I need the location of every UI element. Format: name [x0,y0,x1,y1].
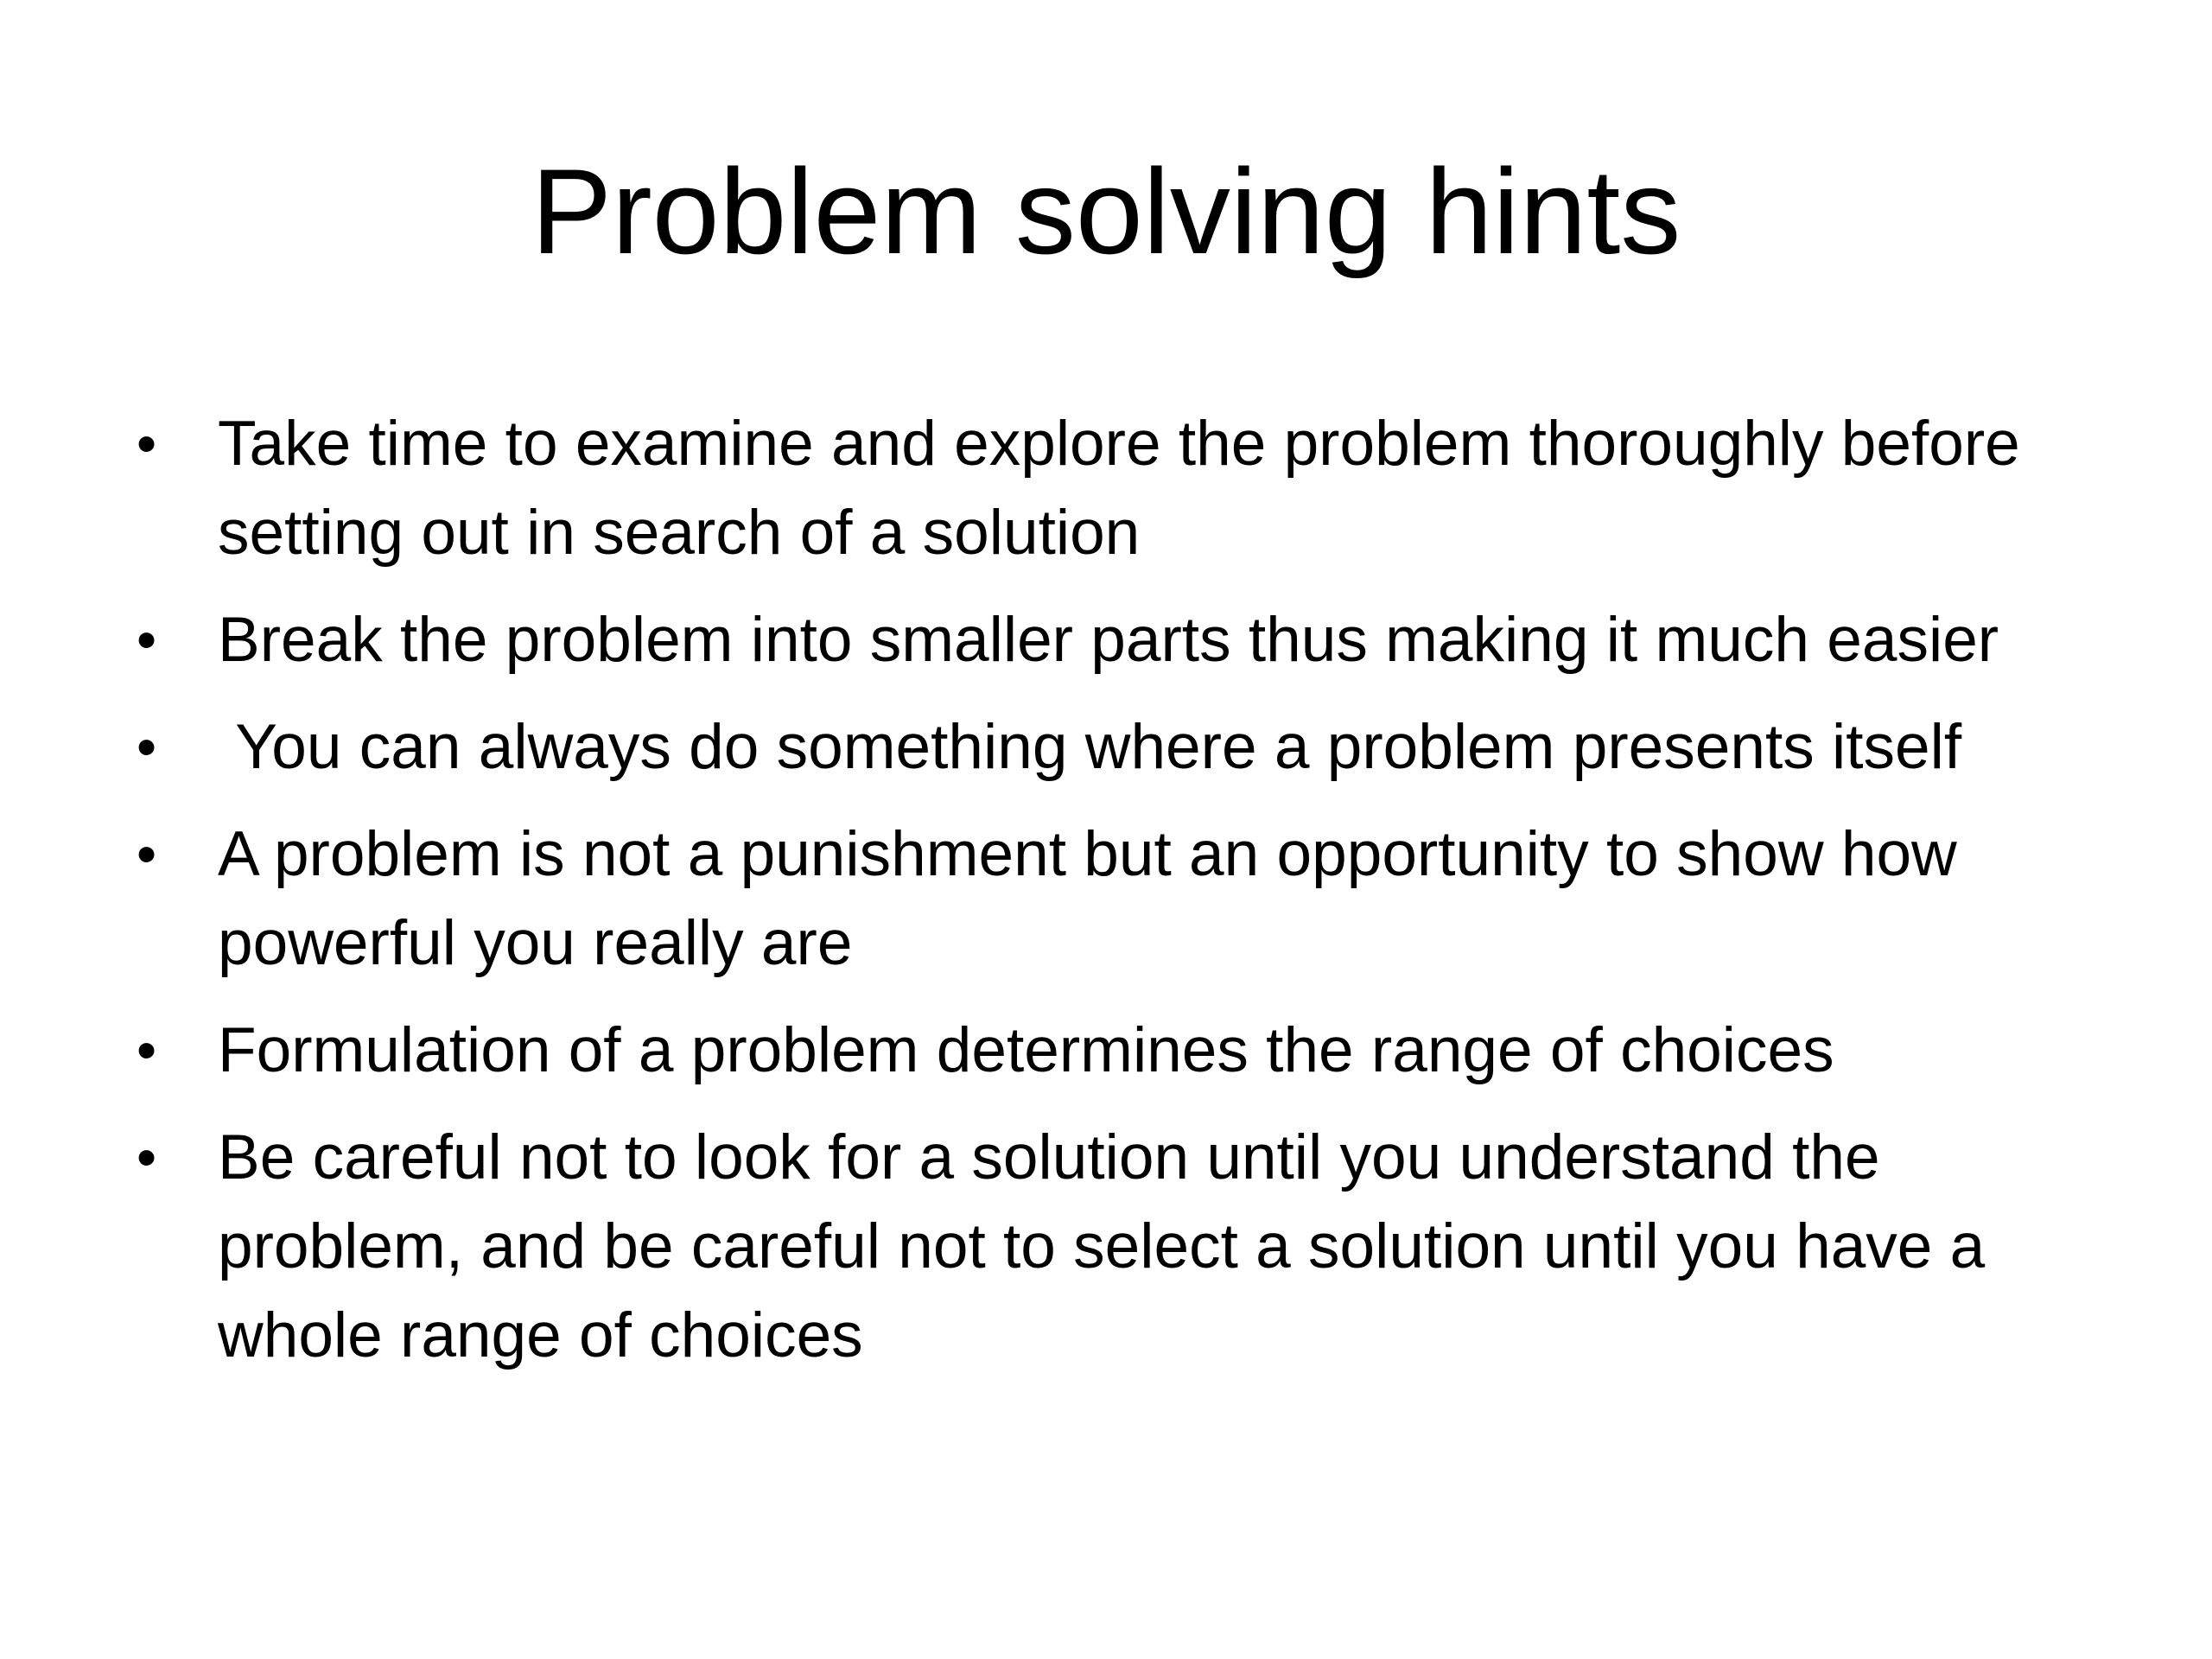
slide-title: Problem solving hints [531,143,1681,279]
bullet-dot-icon: • [137,1018,157,1082]
bullet-item [130,595,2100,684]
bullet-item [130,1113,2100,1380]
bullet-text: Break the problem into smaller parts thus making it much easier [218,605,1999,675]
bullet-item [130,702,2100,791]
bullet-dot-icon: • [137,607,157,671]
bullet-dot-icon: • [137,1125,157,1189]
bullet-dot-icon: • [137,411,157,475]
bullet-dot-icon: • [137,822,157,886]
bullet-text: Be careful not to look for a solution until you understand the problem, and be careful not to select a solution until you have a whole range of choices [218,1122,1986,1370]
bullet-dot-icon: • [137,715,157,779]
bullet-text: You can always do something where a problem presents itself [218,712,1962,782]
bullet-item [130,399,2100,577]
bullet-text: Take time to examine and explore the problem thoroughly before setting out in search of a solution [218,409,2020,568]
bullet-list [130,399,2100,1398]
bullet-item [130,810,2100,988]
bullet-text: Formulation of a problem determines the range of choices [218,1015,1834,1085]
bullet-text: A problem is not a punishment but an opportunity to show how powerful you really are [218,819,1957,978]
bullet-item [130,1006,2100,1095]
